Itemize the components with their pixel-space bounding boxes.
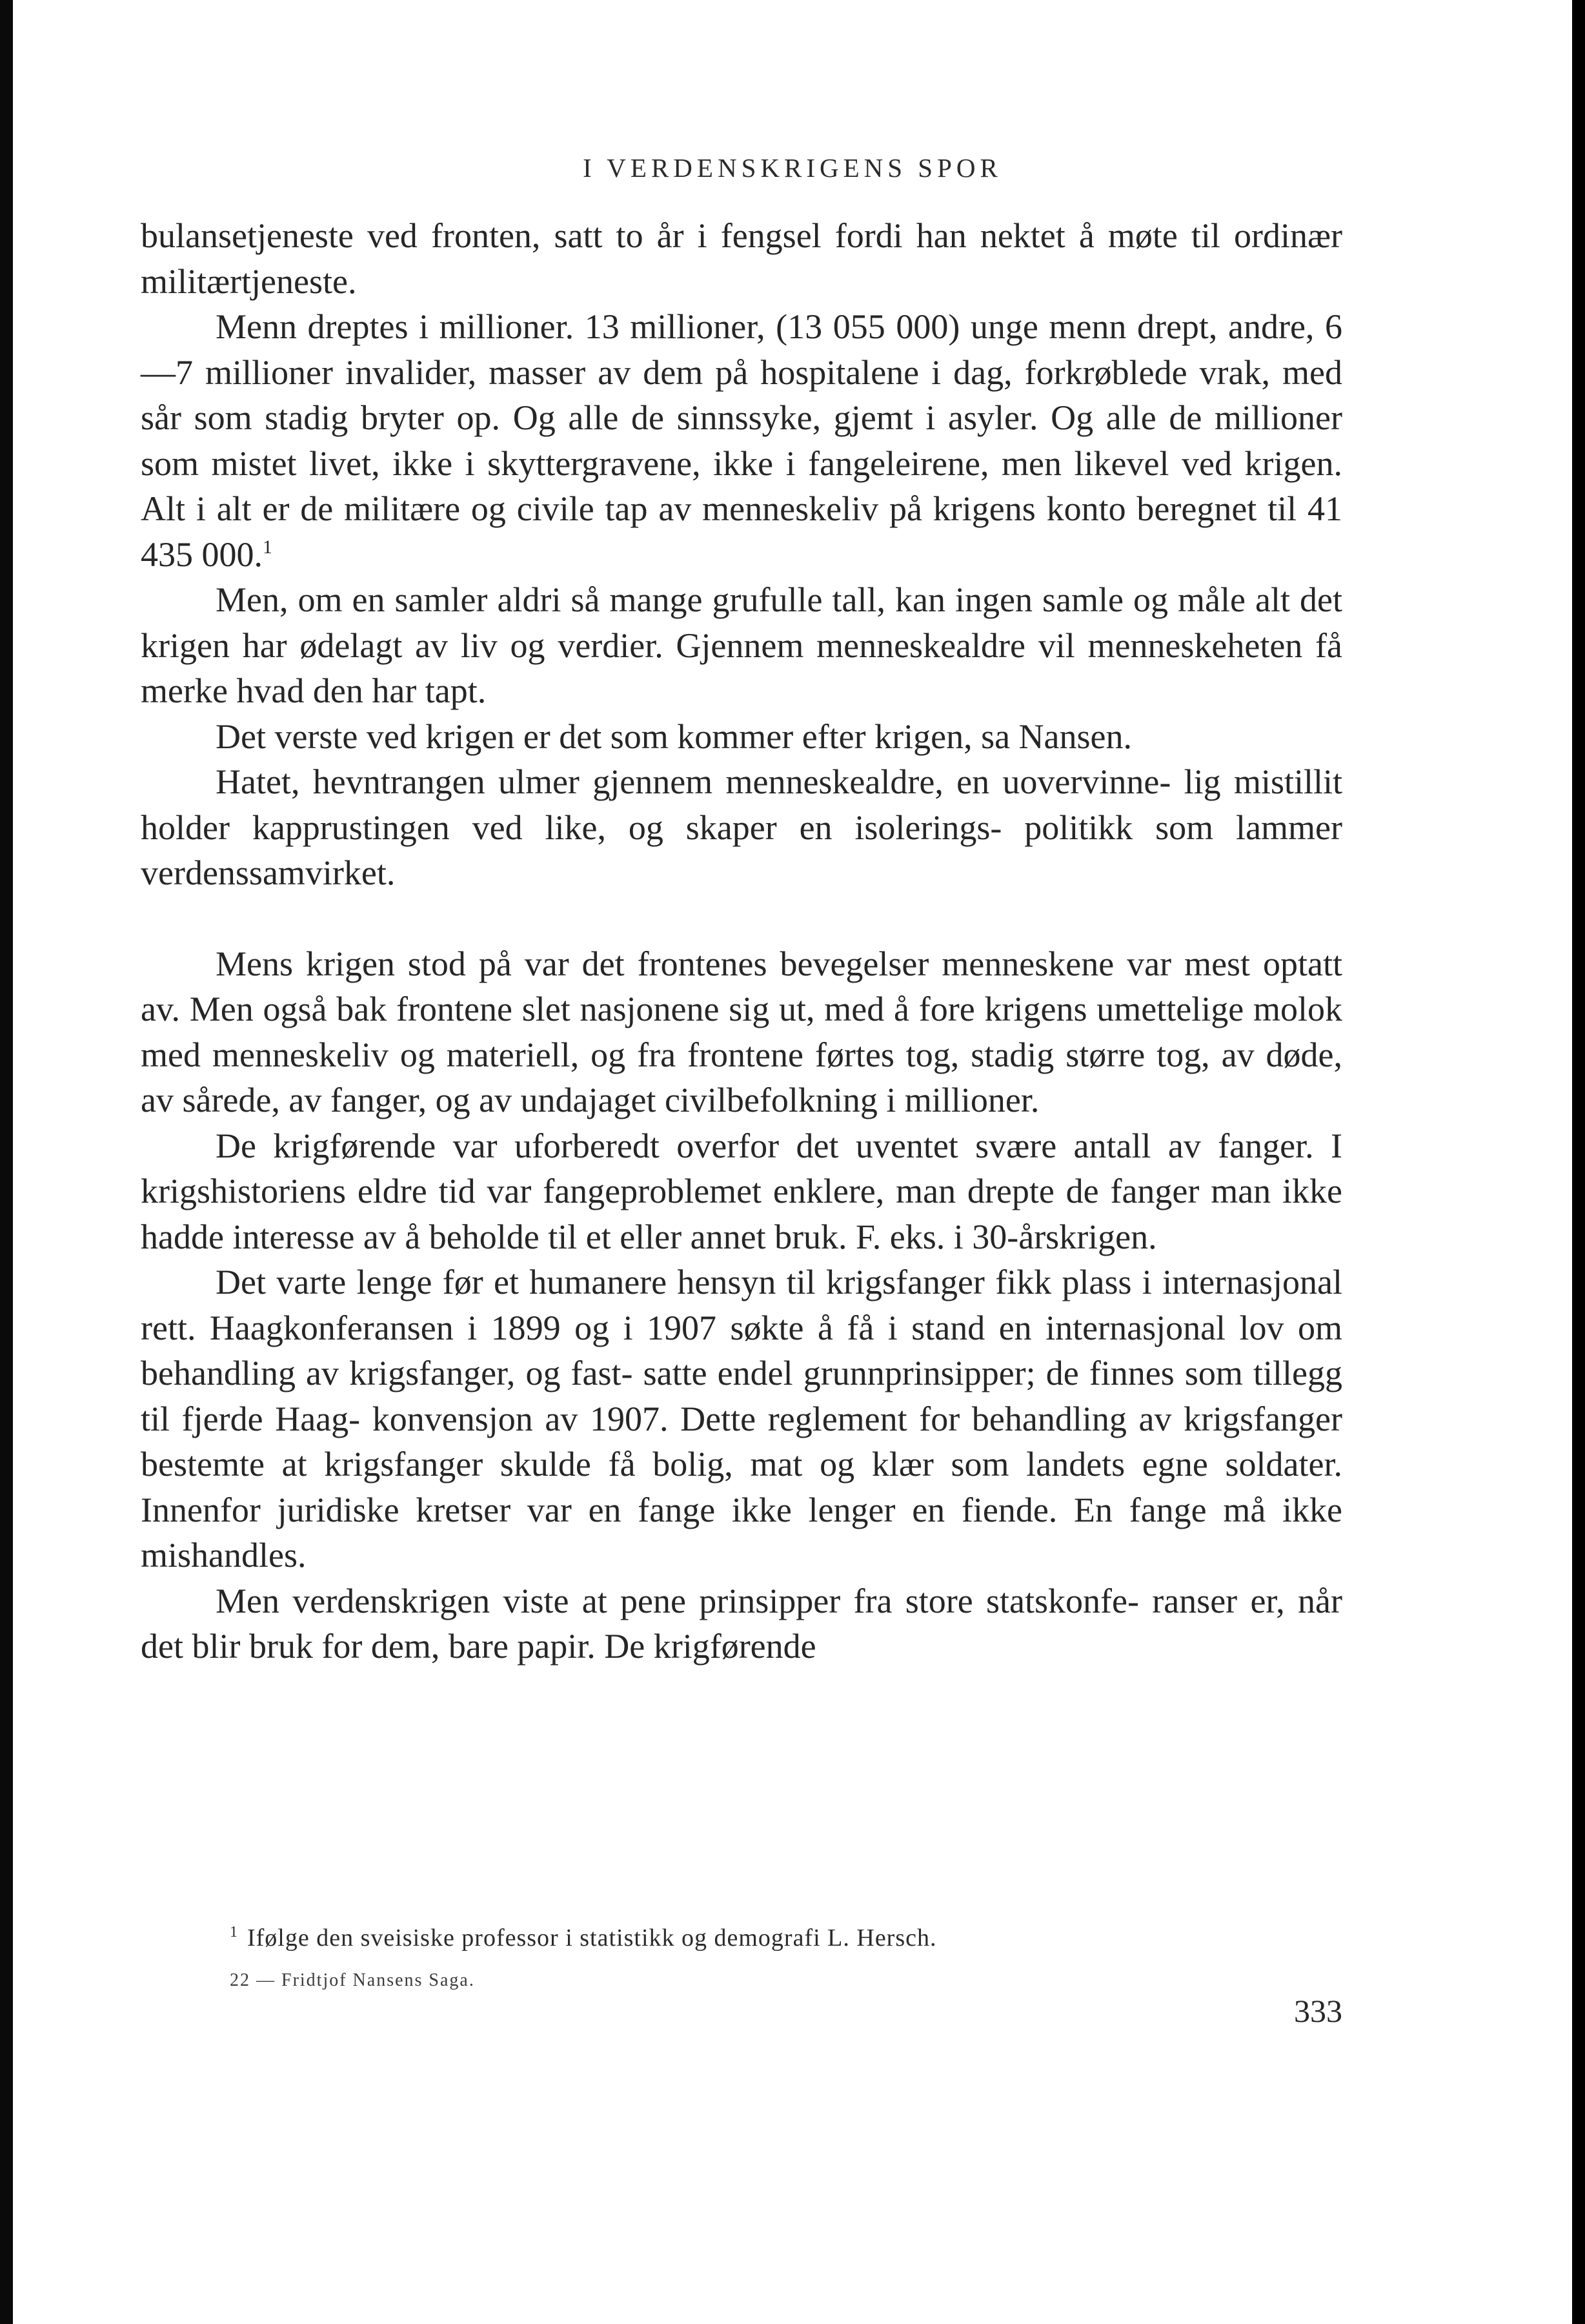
printer-signature: 22 — Fridtjof Nansens Saga. bbox=[230, 1970, 475, 1990]
scan-edge bbox=[0, 0, 13, 2324]
paragraph-8: Det varte lenge før et humanere hensyn til krigsfanger fikk plass i internasjonal rett. Haagkonferansen i 1899 og i 1907 søkte å få i stand en internasjonal lov om behandling av krigsfanger, og fast- satte endel grunnprinsipper; de finnes som tillegg til fjerde Haag- konvensjon av 1907. Dette reglement for behandling av krigsfanger bestemte at krigsfanger skulde få bolig, mat og klær som landets egne soldater. Innenfor juridiske kretser var en fange ikke lenger en fiende. En fange må ikke mishandles. bbox=[141, 1263, 1342, 1575]
paragraph-5: Hatet, hevntrangen ulmer gjennem menneskealdre, en uovervinne- lig mistillit holder kapprustingen ved like, og skaper en isolerings- politikk som lammer verdenssamvirket. bbox=[141, 762, 1342, 892]
paragraph-7: De krigførende var uforberedt overfor det uventet svære antall av fanger. I krigshistoriens eldre tid var fangeproblemet enklere, man drepte de fanger man ikke hadde interesse av å beholde til et eller annet bruk. F. eks. i 30-årskrigen. bbox=[141, 1126, 1342, 1256]
paragraph-4: Det verste ved krigen er det som kommer efter krigen, sa Nansen. bbox=[216, 717, 1133, 756]
paragraph-1: bulansetjeneste ved fronten, satt to år i fengsel fordi han nektet å møte til ordinær militærtjeneste. bbox=[141, 216, 1342, 301]
paragraph-2-text: Menn dreptes i millioner. 13 millioner, (13 055 000) unge menn drept, andre, 6—7 millioner invalider, masser av dem på hospitalene i dag, forkrøblede vrak, med sår som stadig bryter op. Og alle de sinnssyke, gjemt i asyler. Og alle de millioner som mistet livet, ikke i skyttergravene, ikke i fangeleirene, men likevel ved krigen. Alt i alt er de militære og civile tap av menneskeliv på krigens konto beregnet til 41 435 000. bbox=[141, 307, 1342, 574]
paragraph-2 bbox=[141, 304, 1342, 577]
book-page bbox=[13, 0, 1572, 2324]
footnote bbox=[230, 1924, 1340, 1952]
page-number: 333 bbox=[1294, 1993, 1342, 2029]
footnote-marker: 1 bbox=[263, 536, 272, 558]
footnote-number: 1 bbox=[230, 1924, 238, 1941]
footnote-text: Ifølge den sveisiske professor i statistikk og demografi L. Hersch. bbox=[247, 1924, 937, 1952]
body-text bbox=[141, 213, 1342, 1669]
paragraph-6: Mens krigen stod på var det frontenes bevegelser menneskene var mest optatt av. Men også bak frontene slet nasjonene sig ut, med å fore krigens umettelige molok med menneskeliv og materiell, og fra frontene førtes tog, stadig større tog, av døde, av sårede, av fanger, og av undajaget civilbefolkning i millioner. bbox=[141, 944, 1342, 1119]
section-break bbox=[141, 896, 1342, 941]
paragraph-3: Men, om en samler aldri så mange grufulle tall, kan ingen samle og måle alt det krigen har ødelagt av liv og verdier. Gjennem menneskealdre vil menneskeheten få merke hvad den har tapt. bbox=[141, 580, 1342, 710]
running-head: I VERDENSKRIGENS SPOR bbox=[583, 153, 1002, 183]
paragraph-9: Men verdenskrigen viste at pene prinsipper fra store statskonfe- ranser er, når det blir bruk for dem, bare papir. De krigførende bbox=[141, 1581, 1342, 1666]
